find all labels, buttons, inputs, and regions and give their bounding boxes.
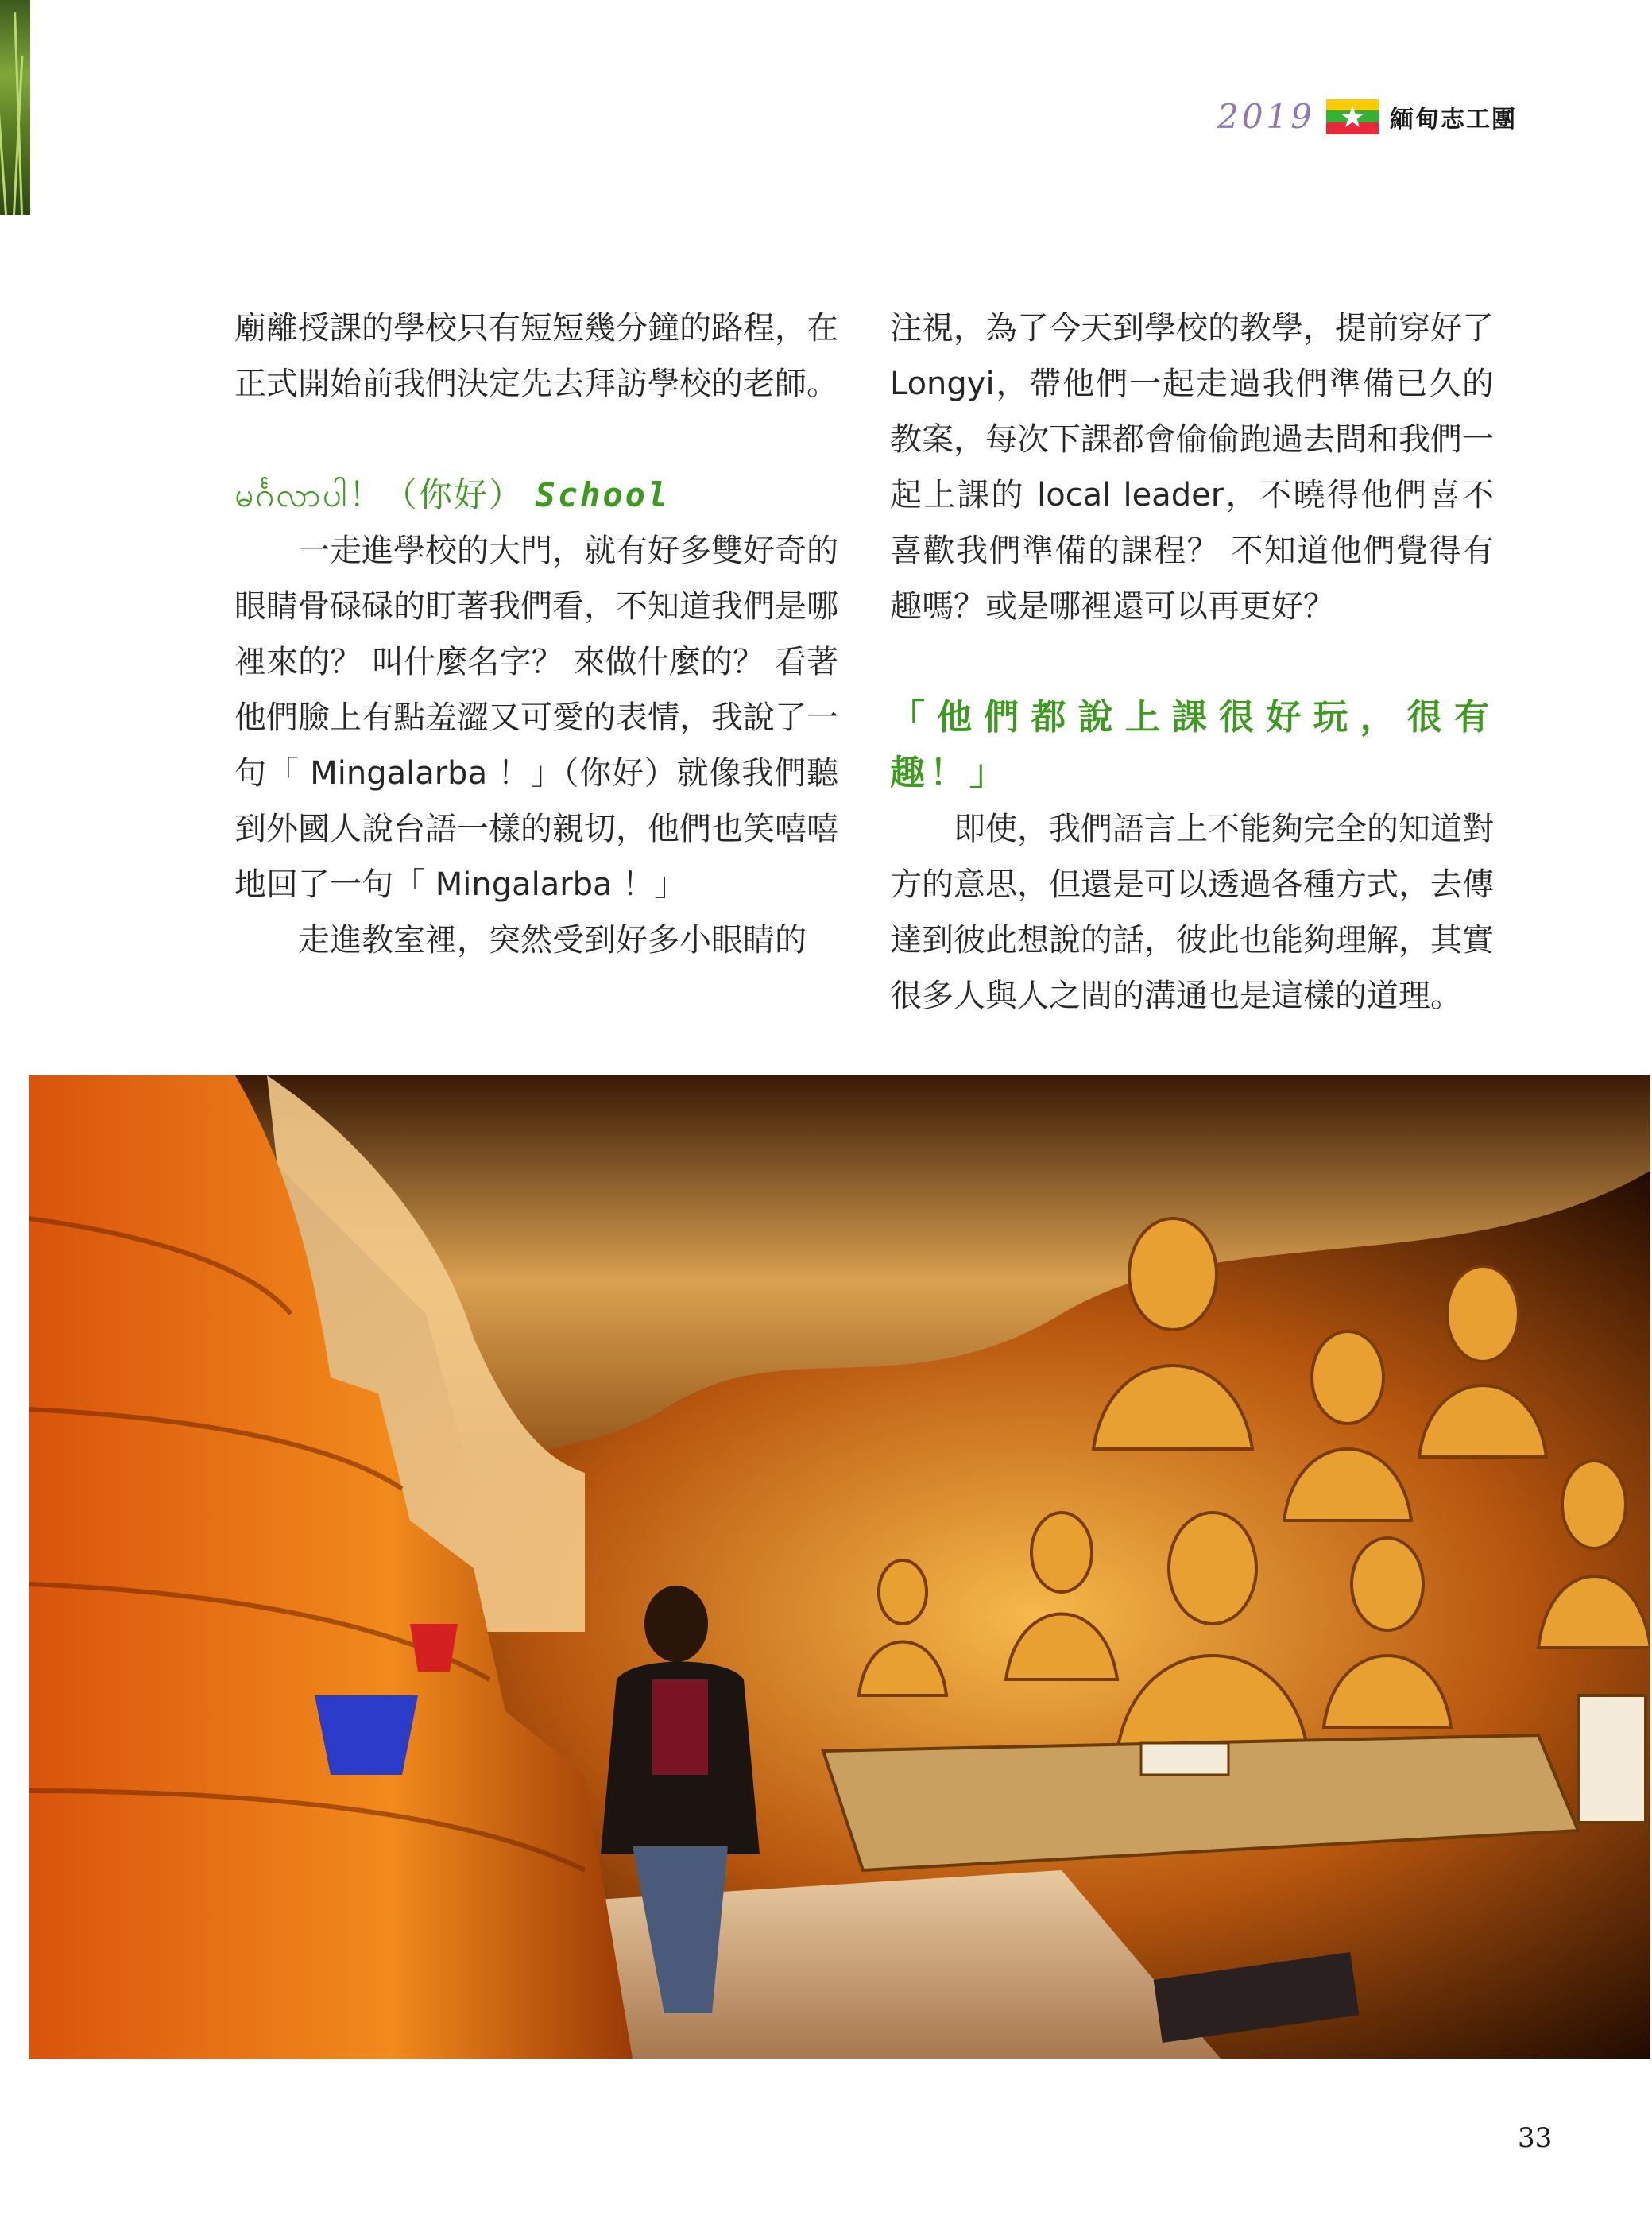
corner-grass-photo — [0, 0, 30, 215]
paragraph-classroom-continued: 注視，為了今天到學校的教學，提前穿好了 Longyi，帶他們一起走過我們準備已久的教案，每次下課都會偷偷跑過去問和我們一起上課的 local leader，不曉得他們喜不喜歡我們準備的課程？ 不知道他們覺得有趣嗎？或是哪裡還可以再更好？ — [890, 310, 1494, 625]
paragraph-classroom-start: 走進教室裡，突然受到好多小眼睛的 — [298, 922, 807, 959]
paragraph-communication: 即使，我們語言上不能夠完全的知道對方的意思，但還是可以透過各種方式，去傳達到彼此想說的話，彼此也能夠理解，其實很多人與人之間的溝通也是這樣的道理。 — [890, 811, 1494, 1014]
cave-temple-illustration — [29, 1075, 1650, 2059]
page-header — [1217, 97, 1517, 136]
right-column — [890, 300, 1494, 1024]
section-heading-greeting — [234, 467, 838, 523]
header-title: 緬甸志工團 — [1390, 105, 1517, 134]
left-column — [234, 300, 838, 968]
intro-paragraph: 廟離授課的學校只有短短幾分鐘的路程，在正式開始前我們決定先去拜訪學校的老師。 — [234, 310, 838, 402]
myanmar-flag-icon — [1326, 99, 1379, 134]
heading-school: School — [535, 475, 671, 514]
flag-star-icon: ★ — [1338, 99, 1367, 134]
paragraph-school-gate: 一走進學校的大門，就有好多雙好奇的眼睛骨碌碌的盯著我們看，不知道我們是哪裡來的？ 叫什麼名字？ 來做什麼的？ 看著他們臉上有點羞澀又可愛的表情，我說了一句「 Mingalarba ！」（你好）就像我們聽到外國人說台語一樣的親切，他們也笑嘻嘻地回了一句「 Mingalarba ！」 — [234, 533, 838, 903]
page-number: 33 — [1518, 2122, 1553, 2154]
cave-temple-photo — [29, 1075, 1650, 2059]
header-year: 2019 — [1217, 97, 1315, 136]
section-heading-quote: 「他們都說上課很好玩，很有趣！」 — [890, 697, 1494, 793]
heading-script: မင်္ဂလာပါ！（你好） — [234, 475, 524, 514]
